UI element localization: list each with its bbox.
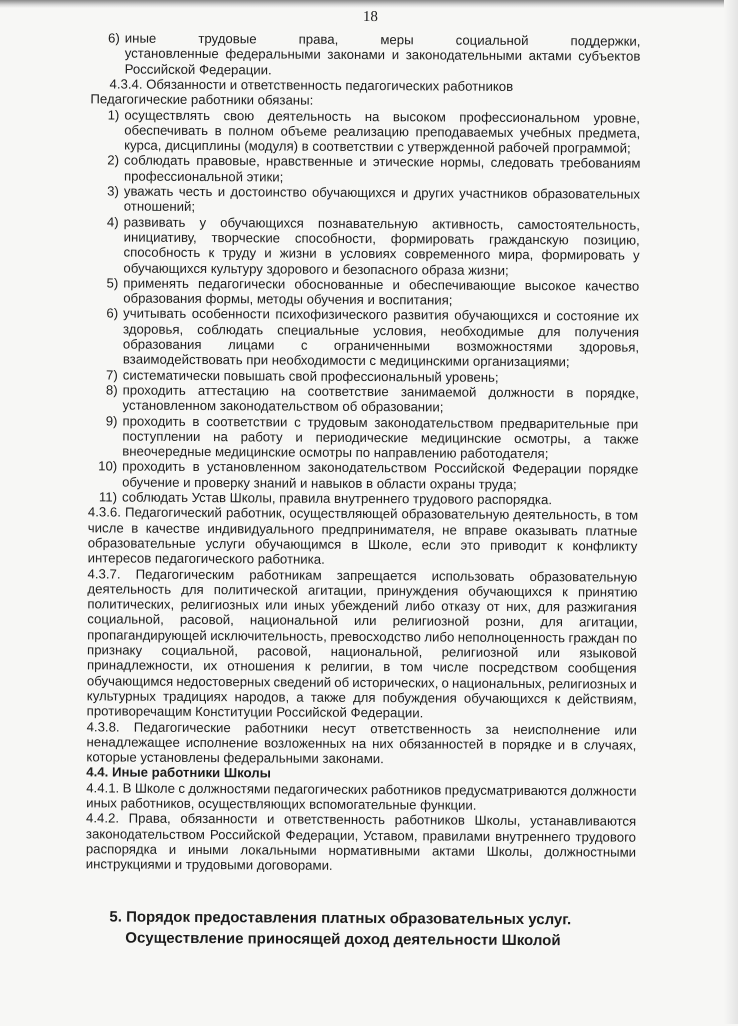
list-marker: 6) bbox=[106, 305, 119, 321]
section-heading-line2: Осуществление приносящей доход деятельности Школой bbox=[125, 929, 561, 950]
list-item-line: профессиональной этики; bbox=[123, 168, 284, 185]
list-item-line: осуществлять свою деятельность на высоком профессиональном уровне, bbox=[124, 107, 640, 126]
paragraph-line: 4.3.6. Педагогический работник, осуществляющей образовательную деятельность, в том bbox=[87, 504, 639, 523]
subsection-heading: 4.4. Иные работники Школы bbox=[86, 764, 271, 781]
subsection-heading: 4.3.4. Обязанности и ответственность педагогических работников bbox=[109, 76, 514, 94]
list-item-line: способность к труду и жизни в условиях современного мира, формировать у bbox=[123, 244, 640, 263]
paragraph-line: иных работников, осуществляющих вспомогательные функции. bbox=[86, 795, 477, 813]
list-item-line: соблюдать правовые, нравственные и этические нормы, следовать требованиям bbox=[124, 152, 641, 172]
list-item-line: обучающихся культуру здорового и безопасного образа жизни; bbox=[123, 260, 509, 278]
list-item-line: проходить в установленном законодательством Российской Федерации порядке bbox=[122, 458, 639, 478]
list-marker: 3) bbox=[107, 183, 119, 199]
list-item-line: проходить аттестацию на соответствие занимаемой должности в порядке, bbox=[122, 382, 640, 401]
list-item-line: соблюдать Устав Школы, правила внутреннего трудового распорядка. bbox=[121, 489, 553, 508]
paragraph-line: 4.4.1. В Школе с должностями педагогических работников предусматриваются должности bbox=[86, 780, 637, 799]
list-marker: 7) bbox=[105, 367, 118, 383]
paragraph-line: принадлежности, их отношения к религии, в том числе посредством сообщения bbox=[86, 657, 637, 676]
list-marker: 5) bbox=[106, 275, 119, 291]
list-item-line: обеспечивать в полном объеме реализацию преподаваемых учебных предмета, bbox=[124, 122, 641, 141]
list-item-line: инициативу, творческие способности, формировать гражданскую позицию, bbox=[123, 229, 640, 248]
paragraph-line: которые установлены федеральными законами. bbox=[86, 749, 384, 767]
list-item-line: развивать у обучающихся познавательную активность, самостоятельность, bbox=[123, 214, 640, 233]
list-item-line: Российской Федерации. bbox=[124, 61, 272, 78]
list-item-line: иные трудовые права, меры социальной поддержки, bbox=[124, 30, 641, 49]
list-item-line: отношений; bbox=[123, 198, 196, 215]
list-marker: 6) bbox=[108, 30, 120, 46]
paragraph-line: политических, религиозных или иных убеждений либо отказу от них, для разжигания bbox=[87, 596, 637, 615]
paragraph-line: 4.3.7. Педагогическим работникам запрещается использовать образовательную bbox=[87, 565, 638, 585]
list-item-line: применять педагогически обоснованные и обеспечивающие высокое качество bbox=[123, 275, 640, 294]
list-item-line: проходить в соответствии с трудовым законодательством предварительные при bbox=[122, 413, 639, 432]
list-item-line: здоровья, соблюдать специальные условия, необходимые для получения bbox=[122, 321, 640, 340]
paragraph-line: признаку социальной, расовой, национальной, религиозной или языковой bbox=[87, 642, 637, 661]
paragraph-line: инструкциями и трудовыми договорами. bbox=[85, 856, 333, 874]
paragraph-line: противоречащим Конституции Российской Федерации. bbox=[86, 703, 424, 721]
list-marker: 4) bbox=[106, 214, 119, 230]
paragraph-line: 4.3.8. Педагогические работники несут ответственность за неисполнение или bbox=[86, 718, 637, 738]
list-item-line: учитывать особенности психофизического развития обучающихся и состояние их bbox=[123, 305, 639, 325]
list-item-line: установленные федеральными законами и законодательными актами субъектов bbox=[124, 45, 641, 65]
paragraph-line: образовательные услуги обучающимся в Школе, если это приводит к конфликту bbox=[87, 535, 638, 554]
paragraph-line: Педагогические работники обязаны: bbox=[90, 91, 314, 108]
paragraph-line: обучающимся недостоверных сведений об исторических, о национальных, религиозных и bbox=[86, 672, 637, 692]
paragraph-line: числе в качестве индивидуального предпринимателя, не вправе оказывать платные bbox=[87, 519, 638, 539]
paragraph-line: социальной, расовой, национальной или религиозной розни, для агитации, bbox=[87, 611, 638, 631]
paragraph-line: пропагандирующей исключительность, превосходство либо неполноценность граждан по bbox=[87, 627, 638, 646]
paragraph-line: ненадлежащее исполнение возложенных на них обязанностей в порядке и в случаях, bbox=[86, 734, 637, 753]
list-item-line: обучение и проверку знаний и навыков в области охраны труда; bbox=[122, 474, 517, 492]
list-item-line: установленном законодательством об образовании; bbox=[122, 397, 444, 415]
page-number: 18 bbox=[362, 9, 378, 26]
paragraph-line: законодательством Российской Федерации, Уставом, правилами внутреннего трудового bbox=[85, 825, 637, 845]
list-item-line: образования формы, методы обучения и воспитания; bbox=[123, 290, 453, 308]
list-item-line: систематически повышать свой профессиональный уровень; bbox=[122, 367, 499, 385]
list-item-line: уважать честь и достоинство обучающихся и других участников образовательных bbox=[123, 183, 641, 202]
list-marker: 9) bbox=[105, 412, 118, 429]
section-heading-line1: 5. Порядок предоставления платных образовательных услуг. bbox=[109, 908, 572, 929]
paragraph-line: 4.4.2. Права, обязанности и ответственность работников Школы, устанавливаются bbox=[86, 810, 637, 829]
list-item-line: внеочередные медицинские осмотры по направлению работодателя; bbox=[122, 443, 549, 462]
list-marker: 8) bbox=[105, 382, 118, 398]
list-item-line: поступлении на работу и периодические медицинские осмотры, а также bbox=[122, 428, 639, 447]
list-item-line: образования лицами с ограниченными возможностями здоровья, bbox=[122, 336, 640, 355]
list-marker: 2) bbox=[107, 152, 120, 168]
paragraph-line: культурных традициях народов, а также для побуждения обучающихся к действиям, bbox=[86, 688, 637, 707]
list-marker: 10) bbox=[98, 458, 118, 474]
list-marker: 11) bbox=[98, 489, 118, 505]
list-item-line: взаимодействовать при необходимости с медицинскими организациями; bbox=[122, 351, 570, 370]
list-item-line: курса, дисциплины (модуля) в соответствии с утвержденной рабочей программой; bbox=[124, 137, 631, 156]
paragraph-line: распорядка и иными локальными нормативными актами Школы, должностными bbox=[85, 841, 637, 860]
list-marker: 1) bbox=[107, 106, 120, 123]
paragraph-line: интересов педагогического работника. bbox=[87, 550, 325, 567]
paragraph-line: деятельность для политической агитации, принуждения обучающихся к принятию bbox=[87, 581, 638, 600]
